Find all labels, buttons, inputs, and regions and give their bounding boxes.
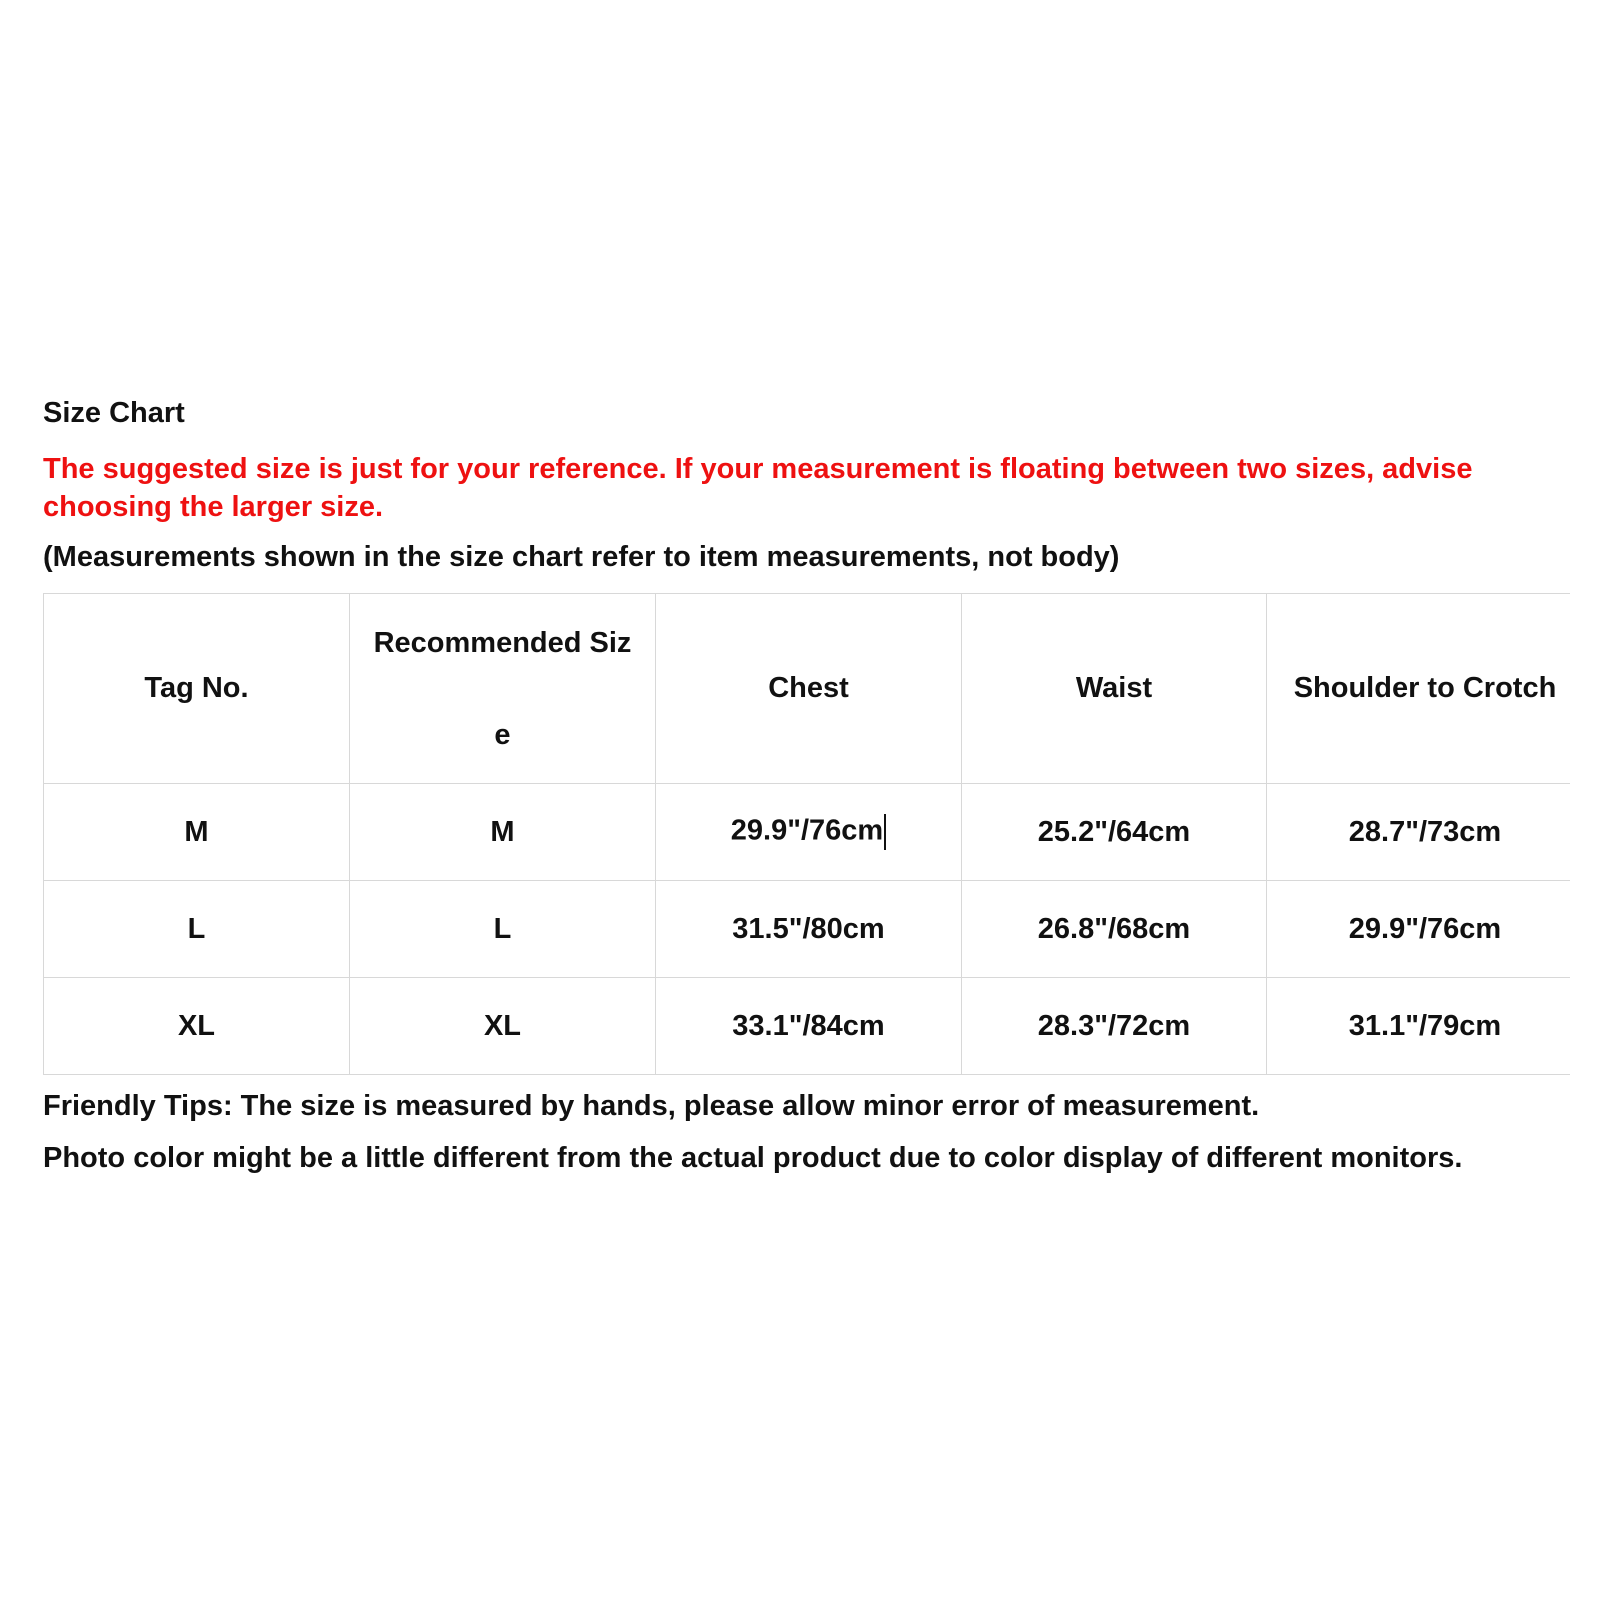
cell-chest-value: 29.9"/76cm (730, 814, 884, 847)
size-warning (43, 450, 1570, 526)
cell-shoulder-to-crotch: 29.9"/76cm (1267, 881, 1571, 978)
text-cursor (884, 814, 886, 850)
cell-shoulder-to-crotch: 28.7"/73cm (1267, 784, 1571, 881)
cell-recommended: L (350, 881, 656, 978)
size-warning-line-2: choosing the larger size. (43, 491, 384, 523)
table-row (44, 881, 1571, 978)
cell-waist: 25.2"/64cm (962, 784, 1267, 881)
cell-recommended: XL (350, 978, 656, 1075)
table-header-row (44, 594, 1571, 784)
cell-chest: 31.5"/80cm (656, 881, 962, 978)
header-tag-no: Tag No. (44, 594, 350, 784)
cell-chest (656, 784, 962, 881)
header-waist: Waist (962, 594, 1267, 784)
header-recommended-size-line-1: Recommended Siz (373, 626, 632, 659)
friendly-tips: Friendly Tips: The size is measured by hands, please allow minor error of measurement. (43, 1090, 1260, 1122)
cell-tag: M (44, 784, 350, 881)
cell-tag: L (44, 881, 350, 978)
header-shoulder-to-crotch: Shoulder to Crotch (1267, 594, 1571, 784)
header-recommended-size-line-2: e (494, 718, 511, 751)
cell-waist: 26.8"/68cm (962, 881, 1267, 978)
cell-chest: 33.1"/84cm (656, 978, 962, 1075)
size-table (43, 593, 1570, 1075)
measurement-note: (Measurements shown in the size chart refer to item measurements, not body) (43, 541, 1120, 573)
header-chest: Chest (656, 594, 962, 784)
size-warning-line-1: The suggested size is just for your reference. If your measurement is floating between two sizes, advise (43, 453, 1473, 485)
table-row (44, 978, 1571, 1075)
photo-color-note: Photo color might be a little different from the actual product due to color display of different monitors. (43, 1142, 1463, 1174)
header-recommended-size (350, 594, 656, 784)
size-chart-title: Size Chart (43, 397, 185, 429)
cell-tag: XL (44, 978, 350, 1075)
table-row (44, 784, 1571, 881)
cell-recommended: M (350, 784, 656, 881)
cell-shoulder-to-crotch: 31.1"/79cm (1267, 978, 1571, 1075)
size-chart-section (43, 395, 1570, 1215)
cell-waist: 28.3"/72cm (962, 978, 1267, 1075)
